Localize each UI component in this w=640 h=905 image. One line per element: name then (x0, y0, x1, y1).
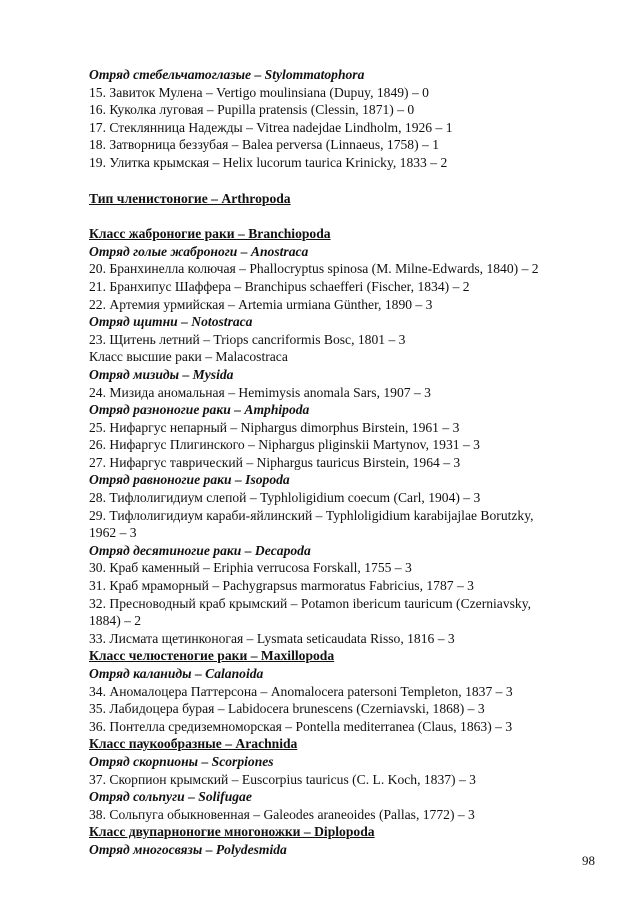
order-heading: Отряд скорпионы – Scorpiones (89, 753, 274, 769)
species-entry: 20. Бранхинелла колючая – Phallocryptus spinosa (M. Milne-Edwards, 1840) – 2 (89, 261, 539, 277)
species-entry: 31. Краб мраморный – Pachygrapsus marmoratus Fabricius, 1787 – 3 (89, 578, 474, 594)
class-heading: Класс челюстеногие раки – Maxillopoda (89, 648, 335, 664)
species-entry: 1962 – 3 (89, 525, 137, 541)
order-heading: Отряд равноногие раки – Isopoda (89, 472, 290, 488)
species-entry: 30. Краб каменный – Eriphia verrucosa Forskall, 1755 – 3 (89, 560, 412, 576)
species-entry: 28. Тифлолигидиум слепой – Typhloligidium coecum (Carl, 1904) – 3 (89, 490, 481, 506)
class-heading: Класс жаброногие раки – Branchiopoda (89, 226, 331, 242)
species-entry: 21. Бранхипус Шаффера – Branchipus schaefferi (Fischer, 1834) – 2 (89, 278, 470, 294)
species-entry: 37. Скорпион крымский – Euscorpius tauricus (C. L. Koch, 1837) – 3 (89, 771, 476, 787)
order-heading: Отряд голые жаброноги – Anostraca (89, 243, 309, 259)
order-heading: Отряд щитни – Notostraca (89, 314, 253, 330)
species-entry: 22. Артемия урмийская – Artemia urmiana Günther, 1890 – 3 (89, 296, 433, 312)
species-entry: 19. Улитка крымская – Helix lucorum taurica Krinicky, 1833 – 2 (89, 154, 448, 170)
species-entry: 34. Аномалоцера Паттерсона – Anomalocera patersoni Templeton, 1837 – 3 (89, 683, 513, 699)
species-entry: 17. Стеклянница Надежды – Vitrea nadejdae Lindholm, 1926 – 1 (89, 119, 453, 135)
order-heading: Отряд многосвязы – Polydesmida (89, 841, 287, 857)
species-entry: 38. Сольпуга обыкновенная – Galeodes araneoides (Pallas, 1772) – 3 (89, 806, 475, 822)
order-heading: Отряд десятиногие раки – Decapoda (89, 542, 311, 558)
species-entry: 36. Понтелла средиземноморская – Pontella mediterranea (Claus, 1863) – 3 (89, 718, 513, 734)
species-entry: 23. Щитень летний – Triops cancriformis Bosc, 1801 – 3 (89, 331, 406, 347)
page-number: 98 (582, 853, 595, 868)
spacer (89, 172, 609, 190)
species-entry: 18. Затворница беззубая – Balea perversa (Linnaeus, 1758) – 1 (89, 137, 440, 153)
species-entry: 1884) – 2 (89, 613, 142, 629)
order-heading: Отряд разноногие раки – Amphipoda (89, 402, 310, 418)
species-entry: 35. Лабидоцера бурая – Labidocera brunescens (Czerniavski, 1868) – 3 (89, 701, 485, 717)
species-entry: Класс высшие раки – Malacostraca (89, 349, 288, 365)
species-entry: 24. Мизида аномальная – Hemimysis anomala Sars, 1907 – 3 (89, 384, 431, 400)
class-heading: Класс паукообразные – Arachnida (89, 736, 298, 752)
order-heading: Отряд каланиды – Calanoida (89, 666, 264, 681)
species-entry: 27. Нифаргус таврический – Niphargus tauricus Birstein, 1964 – 3 (89, 454, 461, 470)
species-entry: 25. Нифаргус непарный – Niphargus dimorphus Birstein, 1961 – 3 (89, 419, 460, 435)
class-heading: Класс двупарноногие многоножки – Diplopoda (89, 824, 375, 840)
order-heading: Отряд мизиды – Mysida (89, 366, 234, 382)
class-heading: Тип членистоногие – Arthropoda (89, 190, 291, 206)
species-entry: 29. Тифлолигидиум караби-яйлинский – Typhloligidium karabijajlae Borutzky, (89, 507, 534, 523)
order-heading: Отряд стебельчатоглазые – Stylommatophora (89, 67, 365, 82)
species-list (89, 66, 609, 859)
species-entry: 15. Завиток Мулена – Vertigo moulinsiana (Dupuy, 1849) – 0 (89, 84, 429, 100)
species-entry: 33. Лисмата щетинконогая – Lysmata seticaudata Risso, 1816 – 3 (89, 630, 455, 646)
species-entry: 32. Пресноводный краб крымский – Potamon ibericum tauricum (Czerniavsky, (89, 595, 532, 611)
species-entry: 26. Нифаргус Плигинского – Niphargus pliginskii Martynov, 1931 – 3 (89, 437, 480, 453)
spacer (89, 207, 609, 225)
species-entry: 16. Куколка луговая – Pupilla pratensis (Clessin, 1871) – 0 (89, 102, 415, 118)
order-heading: Отряд сольпуги – Solifugae (89, 789, 252, 805)
